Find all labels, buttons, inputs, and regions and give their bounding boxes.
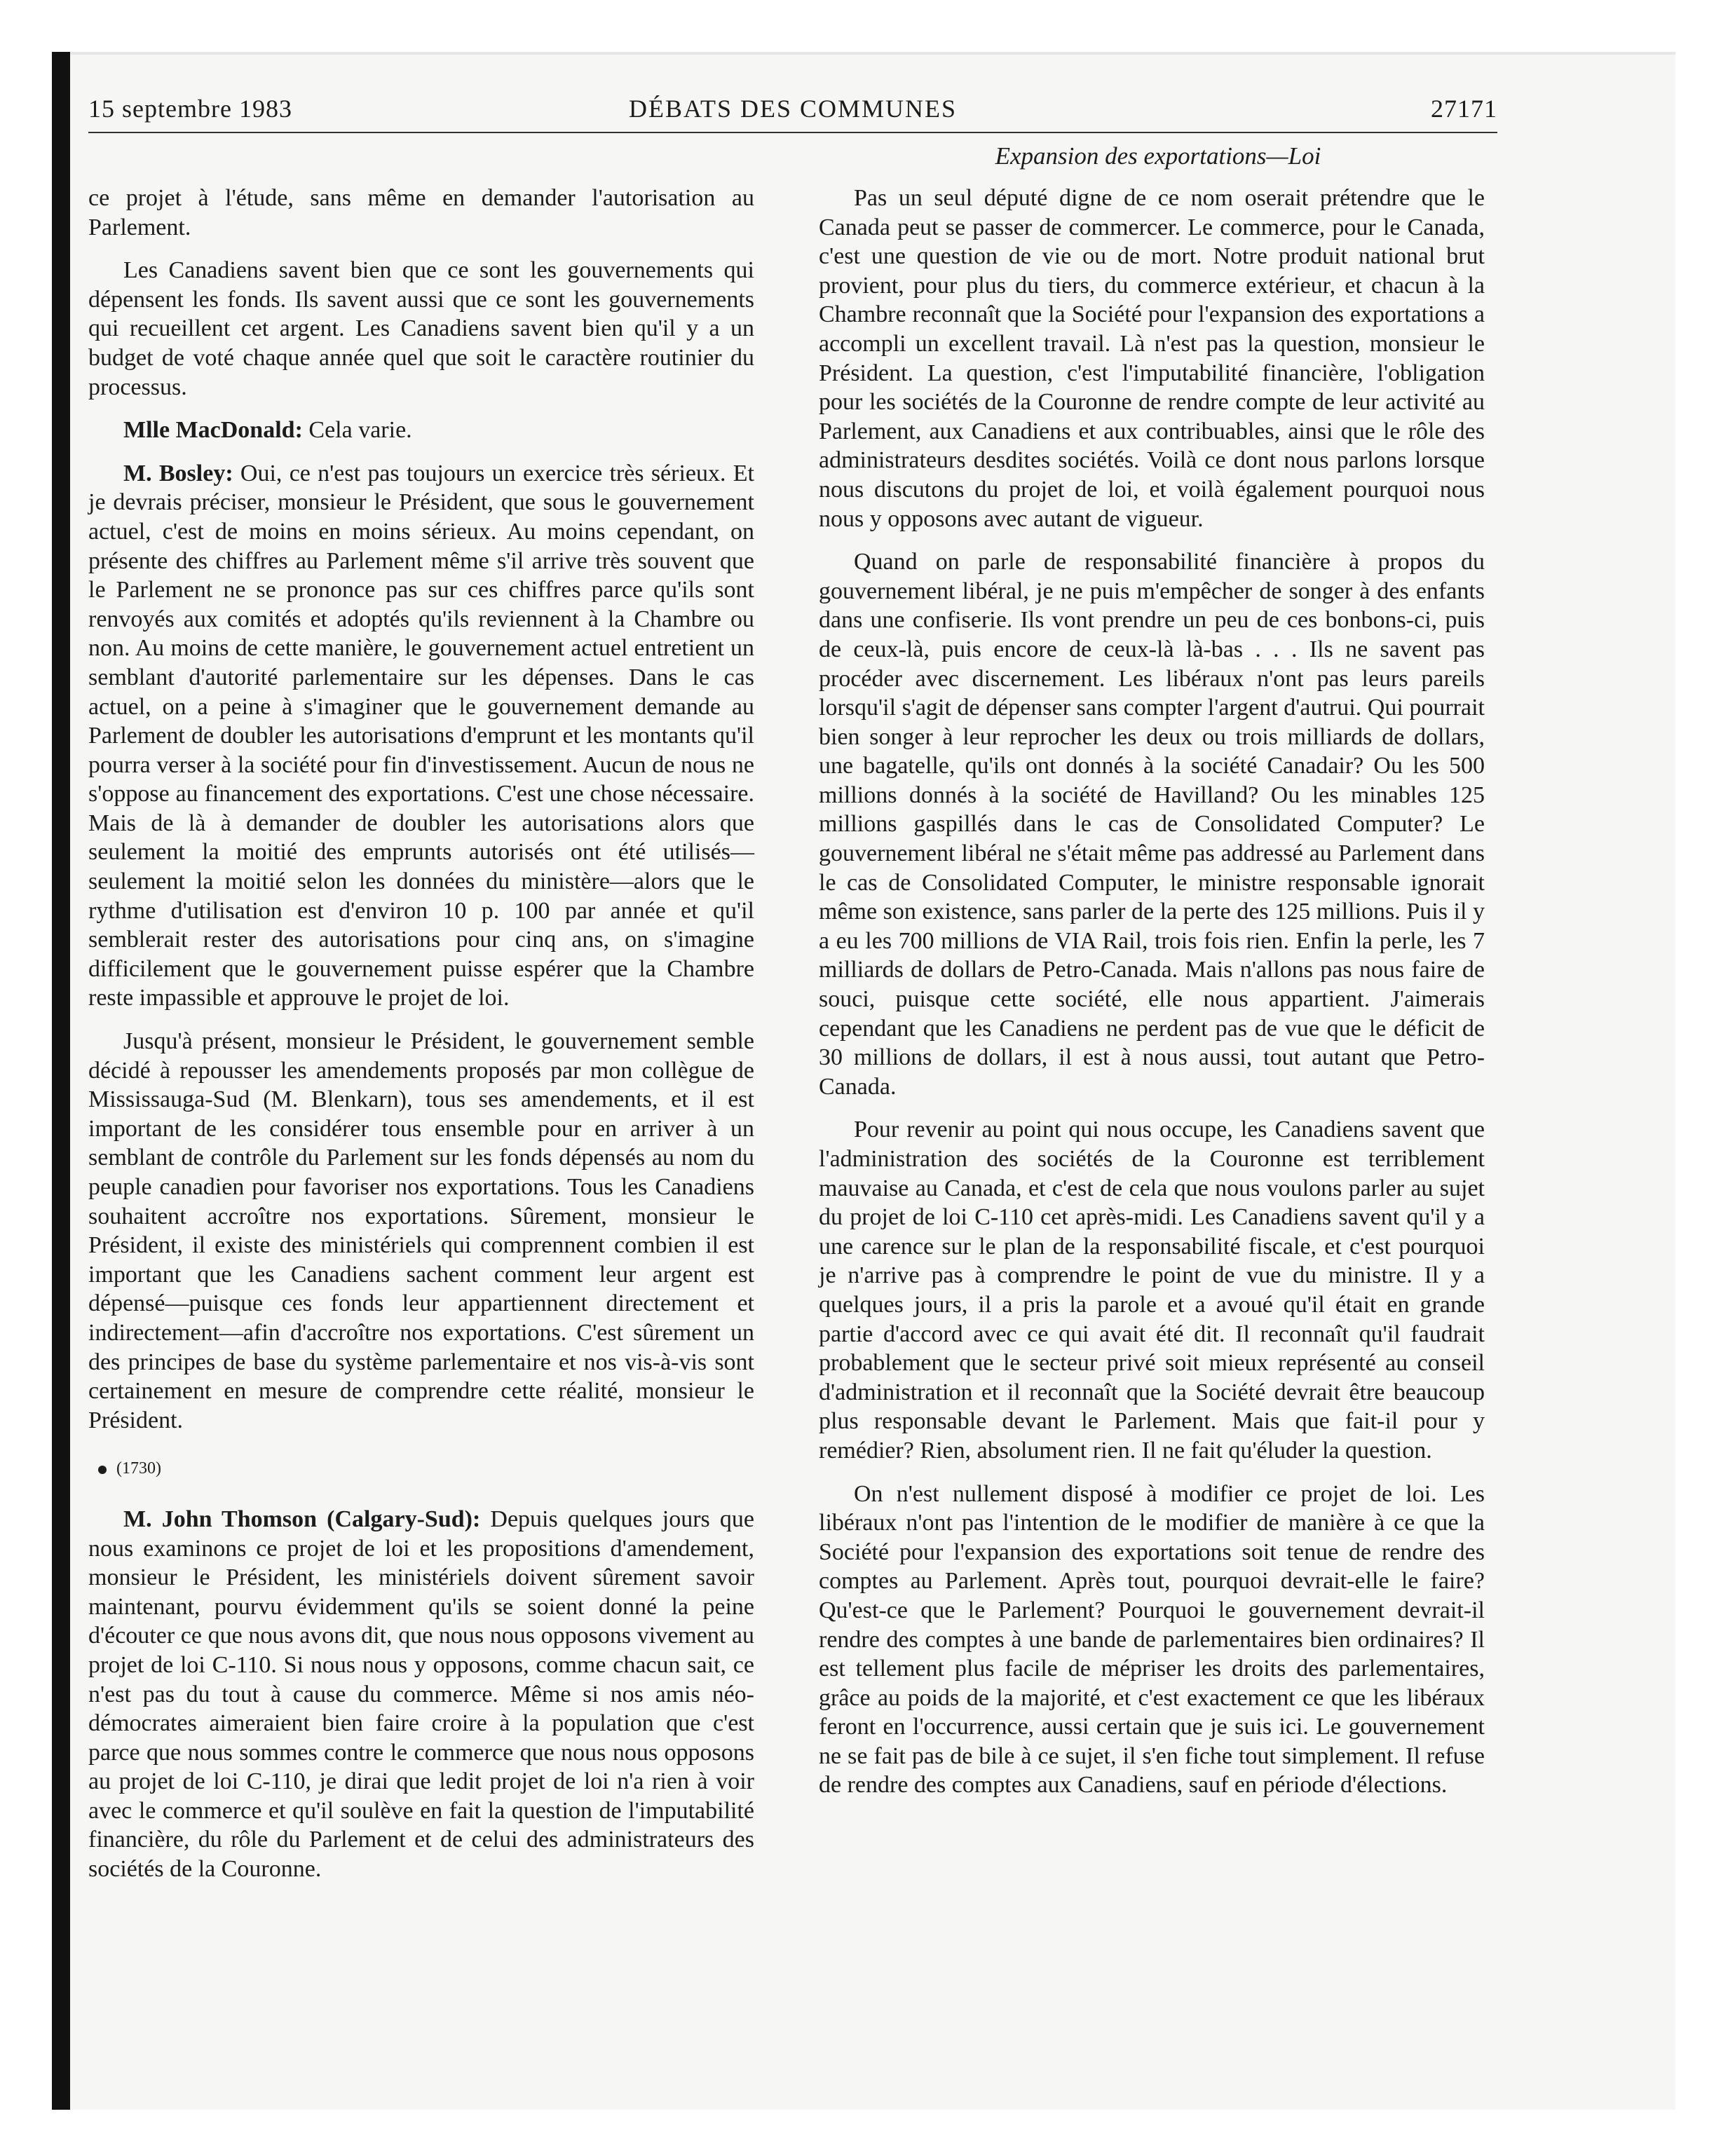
speech <box>88 459 754 1013</box>
paragraph: ce projet à l'étude, sans même en demander l'autorisation au Parlement. <box>88 185 754 240</box>
right-column <box>819 184 1485 1814</box>
paragraph: Quand on parle de responsabilité financière à propos du gouvernement libéral, je ne puis m'empêcher de songer à des enfants dans une confiserie. Ils vont prendre un peu de ces bonbons-ci, puis de ceux-là, puis encore de ceux-là là-bas . . . Ils ne savent pas procéder avec discernement. Les libéraux n'ont pas leurs pareils lorsqu'il s'agit de dépenser sans compter l'argent d'autrui. Qui pourrait bien songer à leur reprocher les deux ou trois milliards de dollars, une bagatelle, qu'ils ont donnés à la société Canadair? Ou les 500 millions donnés à la société de Havilland? Ou les minables 125 millions gaspillés dans le cas de Consolidated Computer? Le gouvernement libéral ne s'était même pas addressé au Parlement dans le cas de Consolidated Computer, le ministre responsable ignorait même son existence, sans parler de la perte des 125 millions. Puis il y a eu les 700 millions de VIA Rail, trois fois rien. Enfin la perle, les 7 milliards de dollars de Petro-Canada. Mais n'allons pas nous faire de souci, puisque cette société, elle nous appartient. J'aimerais cependant que les Canadiens ne perdent pas de vue que le déficit de 30 millions de dollars, il est à nous aussi, tout autant que Petro-Canada. <box>819 549 1485 1100</box>
speech <box>88 1505 754 1884</box>
header-title: DÉBATS DES COMMUNES <box>628 95 958 123</box>
speaker-name: Mlle MacDonald: <box>123 417 303 444</box>
speaker-name: M. Bosley: <box>123 460 233 486</box>
speech-text: Depuis quelques jours que nous examinons ce projet de loi et les propositions d'amendement, monsieur le Président, les ministériels doivent sûrement savoir maintenant, pourvu évidemment qu'ils se soient donné la peine d'écouter ce que nous avons dit, que nous nous opposons vivement au projet de loi C-110. Si nous nous y opposons, comme chacun sait, ce n'est pas du tout à cause du commerce. Même si nos amis néo-démocrates aimeraient bien faire croire à la population que c'est parce que nous sommes contre le commerce que nous nous opposons au projet de loi C-110, je dirai que ledit projet de loi n'a rien à voir avec le commerce et qu'il soulève en fait la question de l'imputabilité financière, du rôle du Parlement et de celui des administrateurs des sociétés de la Couronne. <box>88 1506 754 1883</box>
running-title: Expansion des exportations—Loi <box>995 142 1321 170</box>
speech-text: Cela varie. <box>308 417 412 444</box>
page-header <box>88 90 1497 133</box>
left-column <box>88 184 754 1898</box>
paragraph: Jusqu'à présent, monsieur le Président, le gouvernement semble décidé à repousser les amendements proposés par mon collègue de Mississauga-Sud (M. Blenkarn), tous ses amendements, et il est important de les considérer tous ensemble pour en arriver à un semblant de contrôle du Parlement sur les fonds dépensés au nom du peuple canadien pour favoriser nos exportations. Tous les Canadiens souhaitent accroître nos exportations. Sûrement, monsieur le Président, il existe des ministériels qui comprennent combien il est important que les Canadiens sachent comment leur argent est dépensé—puisque ces fonds leur appartiennent directement et indirectement—afin d'accroître nos exportations. C'est sûrement un des principes de base du système parlementaire et nos vis-à-vis sont certainement en mesure de comprendre cette réalité, monsieur le Président. <box>88 1028 754 1433</box>
speaker-name: M. John Thomson (Calgary-Sud): <box>123 1506 481 1532</box>
bullet-icon <box>98 1466 107 1474</box>
scan-top-edge <box>70 52 1675 55</box>
speech <box>88 416 754 445</box>
paragraph: Les Canadiens savent bien que ce sont les gouvernements qui dépensent les fonds. Ils savent aussi que ce sont les gouvernements qui recueillent cet argent. Les Canadiens savent bien qu'il y a un budget de voté chaque année quel que soit le caractère routinier du processus. <box>88 257 754 400</box>
page-number: 27171 <box>1431 95 1497 123</box>
header-date: 15 septembre 1983 <box>88 95 292 123</box>
speech-text: Oui, ce n'est pas toujours un exercice très sérieux. Et je devrais préciser, monsieur le Président, que sous le gouvernement actuel, c'est de moins en moins sérieux. Au moins cependant, on présente des chiffres au Parlement même s'il arrive très souvent que le Parlement ne se prononce pas sur ces chiffres parce qu'ils sont renvoyés aux comités et adoptés qu'ils reviennent à la Chambre ou non. Au moins de cette manière, le gouvernement actuel entretient un semblant d'autorité parlementaire sur les dépenses. Dans le cas actuel, on a peine à s'imaginer que le gouvernement demande au Parlement de doubler les autorisations d'emprunt et les montants qu'il pourra verser à la société pour fin d'investissement. Aucun de nous ne s'oppose au financement des exportations. C'est une chose nécessaire. Mais de là à demander de doubler les autorisations alors que seulement la moitié des emprunts autorisés ont été utilisés—seulement la moitié selon les données du ministère—alors que le rythme d'utilisation est d'environ 10 p. 100 par année et qu'il semblerait rester des autorisations pour cinq ans, on s'imagine difficilement que le gouvernement puisse espérer que la Chambre reste impassible et approuve le projet de loi. <box>88 460 754 1011</box>
paragraph: Pas un seul député digne de ce nom oserait prétendre que le Canada peut se passer de commercer. Le commerce, pour le Canada, c'est une question de vie ou de mort. Notre produit national brut provient, pour plus du tiers, du commerce extérieur, et chacun à la Chambre reconnaît que la Société pour l'expansion des exportations a accompli un excellent travail. Là n'est pas la question, monsieur le Président. La question, c'est l'imputabilité financière, l'obligation pour les sociétés de la Couronne de rendre compte de leur activité au Parlement, aux Canadiens et aux contribuables, ainsi que le rôle des administrateurs desdites sociétés. Voilà ce dont nous parlons lorsque nous discutons du projet de loi, et voilà également pourquoi nous nous y opposons avec autant de vigueur. <box>819 185 1485 532</box>
scan-margin <box>0 0 52 2156</box>
scan-binding-edge <box>52 52 70 2110</box>
paragraph: On n'est nullement disposé à modifier ce projet de loi. Les libéraux n'ont pas l'intention de le modifier de manière à ce que la Société pour l'expansion des exportations soit tenue de rendre des comptes au Parlement. Après tout, pourquoi devrait-elle le faire? Qu'est-ce que le Parlement? Pourquoi le gouvernement devrait-il rendre des comptes à une bande de parlementaires bien ordinaires? Il est tellement plus facile de mépriser les droits des parlementaires, grâce au poids de la majorité, et c'est exactement ce que les libéraux feront en l'occurrence, aussi certain que je suis ici. Le gouvernement ne se fait pas de bile à ce sujet, il s'en fiche tout simplement. Il refuse de rendre des comptes aux Canadiens, sauf en période d'élections. <box>819 1480 1485 1799</box>
time-marker-text: (1730) <box>116 1459 161 1478</box>
paragraph: Pour revenir au point qui nous occupe, les Canadiens savent que l'administration des sociétés de la Couronne est terriblement mauvaise au Canada, et c'est de cela que nous voulons parler au sujet du projet de loi C-110 cet après-midi. Les Canadiens savent qu'il y a une carence sur le plan de la responsabilité fiscale, et c'est pourquoi je n'arrive pas à comprendre le point de vue du ministre. Il y a quelques jours, il a pris la parole et a avoué qu'il était en grande partie d'accord avec ce qui avait été dit. Il reconnaît qu'il faudrait probablement que le secteur privé soit mieux représenté au conseil d'administration et il reconnaît que la Société devrait être beaucoup plus responsable devant le Parlement. Mais que fait-il pour y remédier? Rien, absolument rien. Il ne fait qu'éluder la question. <box>819 1117 1485 1464</box>
time-marker <box>98 1454 754 1484</box>
